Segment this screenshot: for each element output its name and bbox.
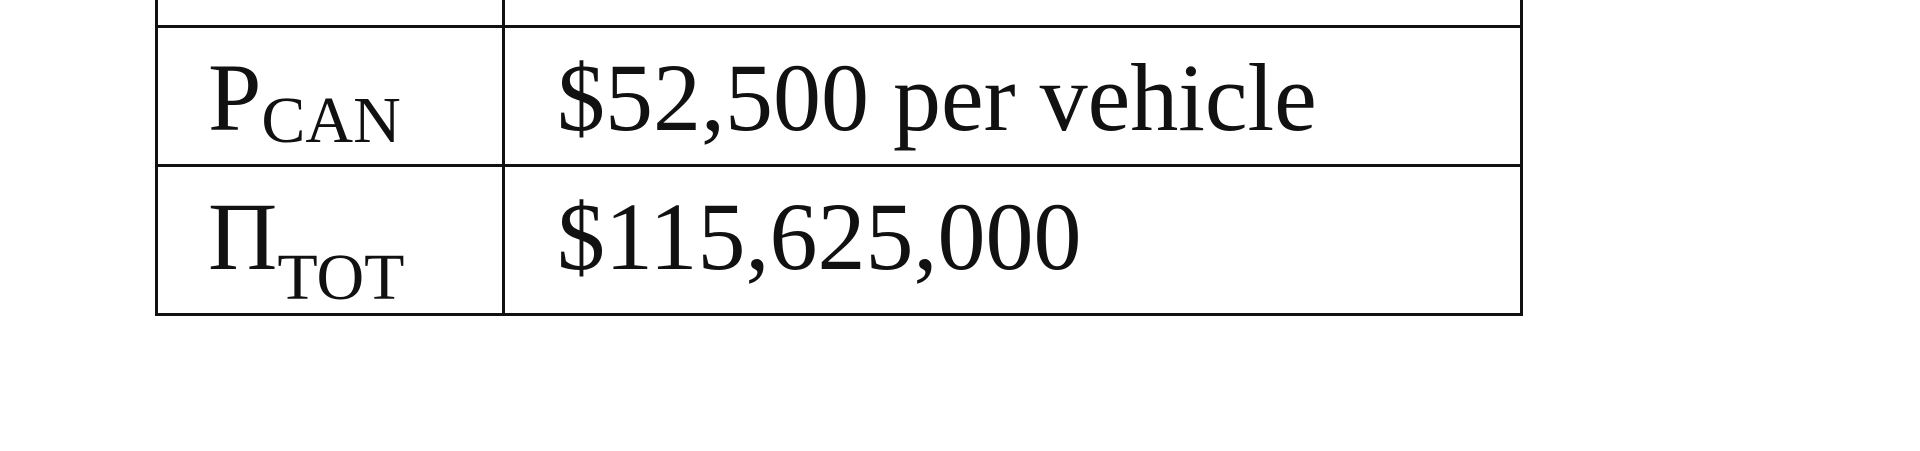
table-cell-cutoff-symbol xyxy=(157,0,504,27)
table-row xyxy=(157,166,1522,315)
value-cell xyxy=(504,166,1522,315)
symbol-p-can xyxy=(208,44,401,157)
value-cell xyxy=(504,27,1522,166)
value-text: $52,500 per vehicle xyxy=(557,44,1317,151)
symbol-subscript: CAN xyxy=(261,84,401,157)
value-text: $115,625,000 xyxy=(557,183,1082,290)
symbol-pi-tot xyxy=(208,183,405,314)
results-table-fragment xyxy=(155,0,1523,313)
symbol-main: Π xyxy=(208,183,278,290)
table-cell-cutoff-value xyxy=(504,0,1522,27)
results-table xyxy=(155,0,1523,316)
symbol-cell xyxy=(157,166,504,315)
symbol-main: P xyxy=(208,44,262,151)
table-row-cutoff xyxy=(157,0,1522,27)
symbol-subscript: TOT xyxy=(277,241,405,314)
symbol-cell xyxy=(157,27,504,166)
table-row xyxy=(157,27,1522,166)
